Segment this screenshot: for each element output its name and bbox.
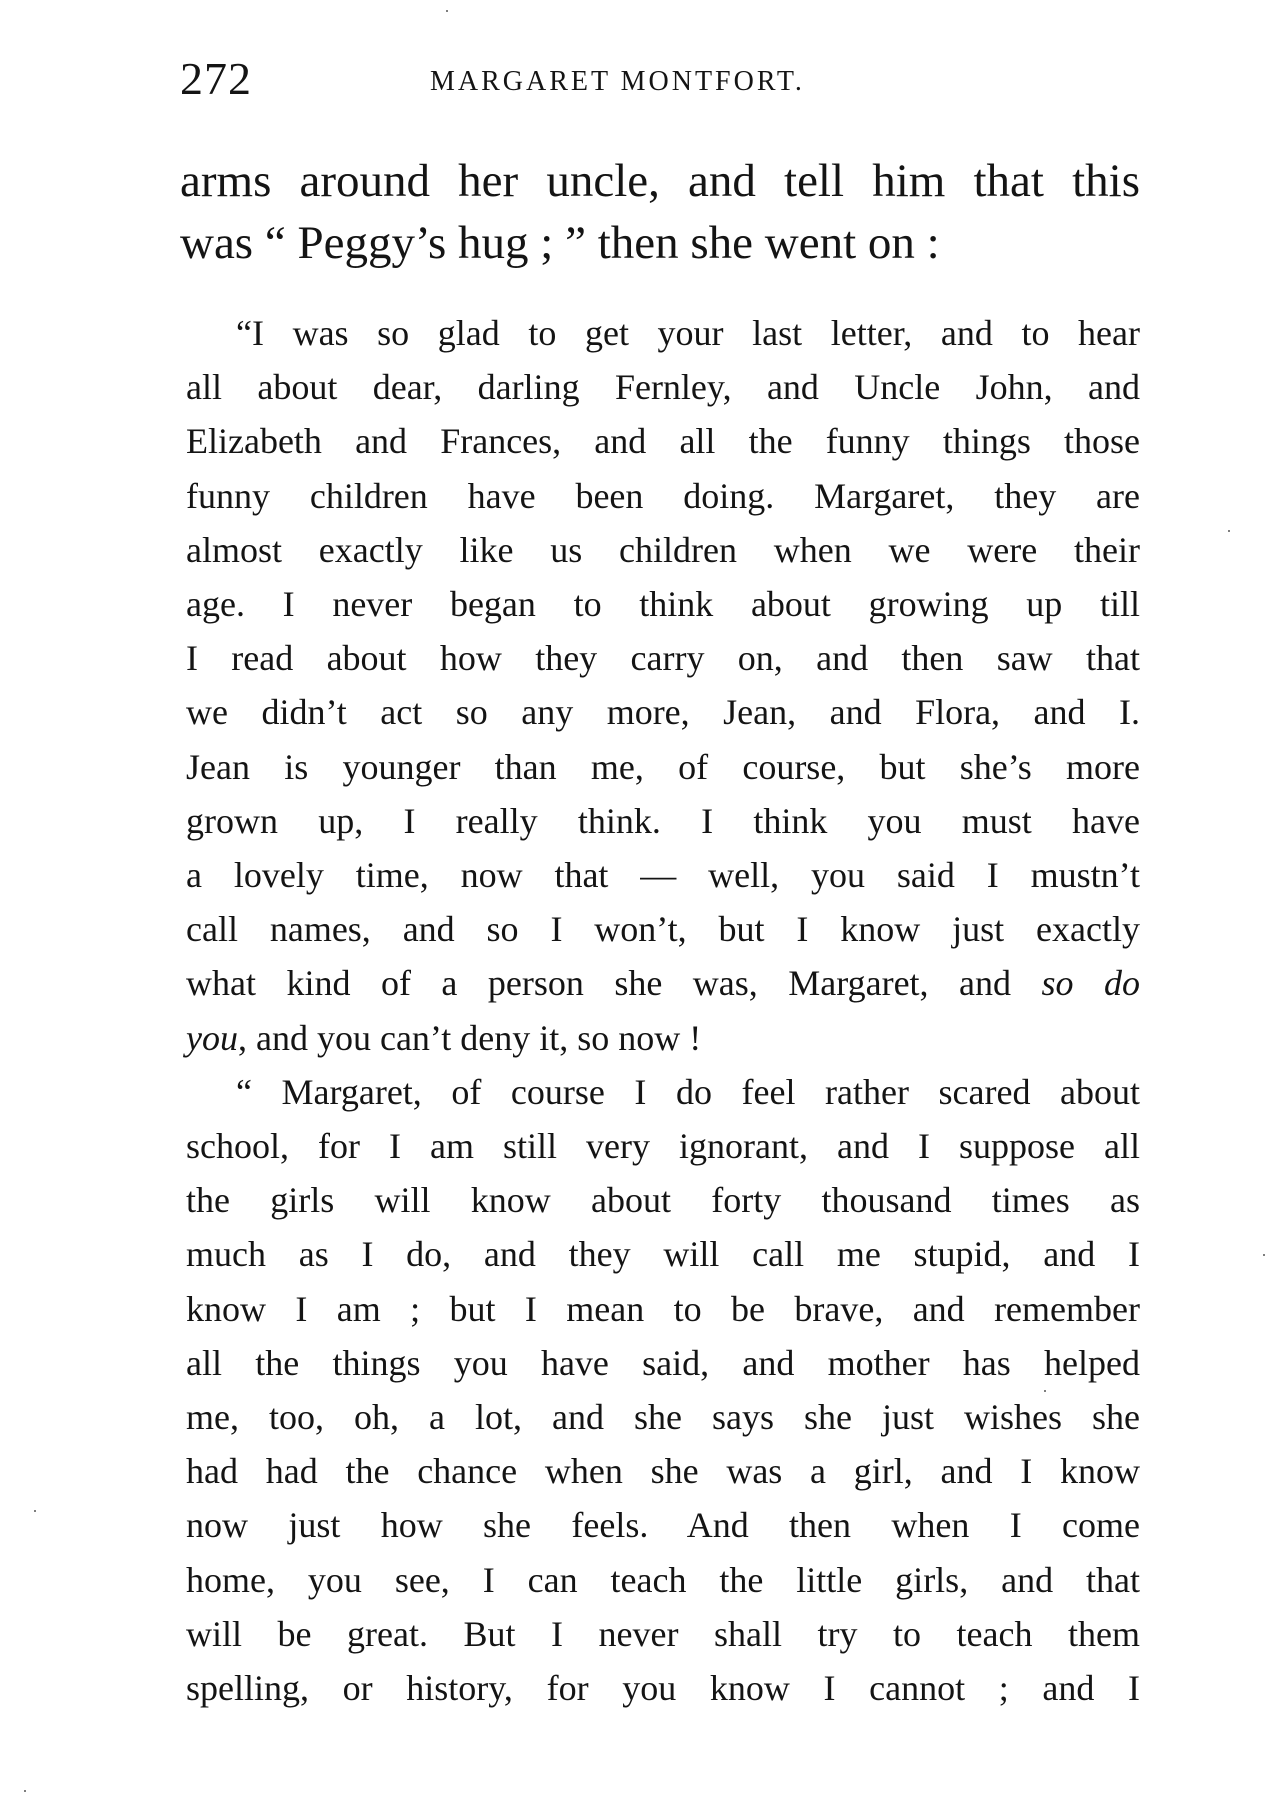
text-line-with-italic: [186, 956, 1140, 1010]
letter-body: [186, 306, 1140, 1715]
text-line: all about dear, darling Fernley, and Uncle John, and: [186, 367, 1140, 408]
text-line: home, you see, I can teach the little girls, and that: [186, 1559, 1140, 1600]
text-line-with-italic: [186, 1011, 1140, 1065]
text-line: “ Margaret, of course I do feel rather scared about: [236, 1071, 1140, 1112]
text-line: call names, and so I won’t, but I know just exactly: [186, 909, 1140, 950]
italic-text: you: [186, 1017, 238, 1058]
text-line: school, for I am still very ignorant, and I suppose all: [186, 1126, 1140, 1167]
text-line: grown up, I really think. I think you must have: [186, 800, 1140, 841]
text-line: the girls will know about forty thousand times as: [186, 1180, 1140, 1221]
text-line: was “ Peggy’s hug ; ” then she went on :: [180, 217, 940, 269]
page-number: 272: [180, 53, 252, 104]
text-line: we didn’t act so any more, Jean, and Flora, and I.: [186, 692, 1140, 733]
text-line: a lovely time, now that — well, you said I mustn’t: [186, 855, 1140, 896]
text-line: now just how she feels. And then when I come: [186, 1505, 1140, 1546]
text-line: all the things you have said, and mother has helped: [186, 1342, 1140, 1383]
text-line: me, too, oh, a lot, and she says she just wishes she: [186, 1397, 1140, 1438]
text-line: spelling, or history, for you know I cannot ; and I: [186, 1668, 1140, 1709]
paper-speck: [24, 1790, 26, 1792]
paper-speck: [34, 1510, 36, 1512]
text-line: Jean is younger than me, of course, but she’s more: [186, 746, 1140, 787]
paper-speck: [1228, 530, 1230, 532]
lead-paragraph: [180, 150, 1140, 274]
text-line: almost exactly like us children when we were their: [186, 529, 1140, 570]
page-header: [180, 52, 1140, 112]
text-segment: what kind of a person she was, Margaret, and: [186, 963, 1012, 1004]
text-line: will be great. But I never shall try to teach them: [186, 1613, 1140, 1654]
text-line: arms around her uncle, and tell him that this: [180, 155, 1140, 207]
text-segment: , and you can’t deny it, so now !: [237, 1017, 702, 1058]
letter-paragraph-2: [186, 1065, 1140, 1715]
text-line: Elizabeth and Frances, and all the funny things those: [186, 421, 1140, 462]
italic-text: so do: [1041, 963, 1140, 1004]
text-line: know I am ; but I mean to be brave, and remember: [186, 1288, 1140, 1329]
paper-speck: [446, 10, 448, 12]
text-line: had had the chance when she was a girl, and I know: [186, 1451, 1140, 1492]
text-line: age. I never began to think about growing up till: [186, 584, 1140, 625]
letter-paragraph-1: [186, 306, 1140, 1065]
paper-speck: [1044, 1390, 1046, 1392]
text-line: much as I do, and they will call me stupid, and I: [186, 1234, 1140, 1275]
text-line: “I was so glad to get your last letter, and to hear: [236, 313, 1140, 353]
running-head: MARGARET MONTFORT.: [430, 66, 805, 97]
text-line: funny children have been doing. Margaret, they are: [186, 475, 1140, 516]
text-line: I read about how they carry on, and then saw that: [186, 638, 1140, 679]
paper-speck: [1263, 1254, 1265, 1256]
